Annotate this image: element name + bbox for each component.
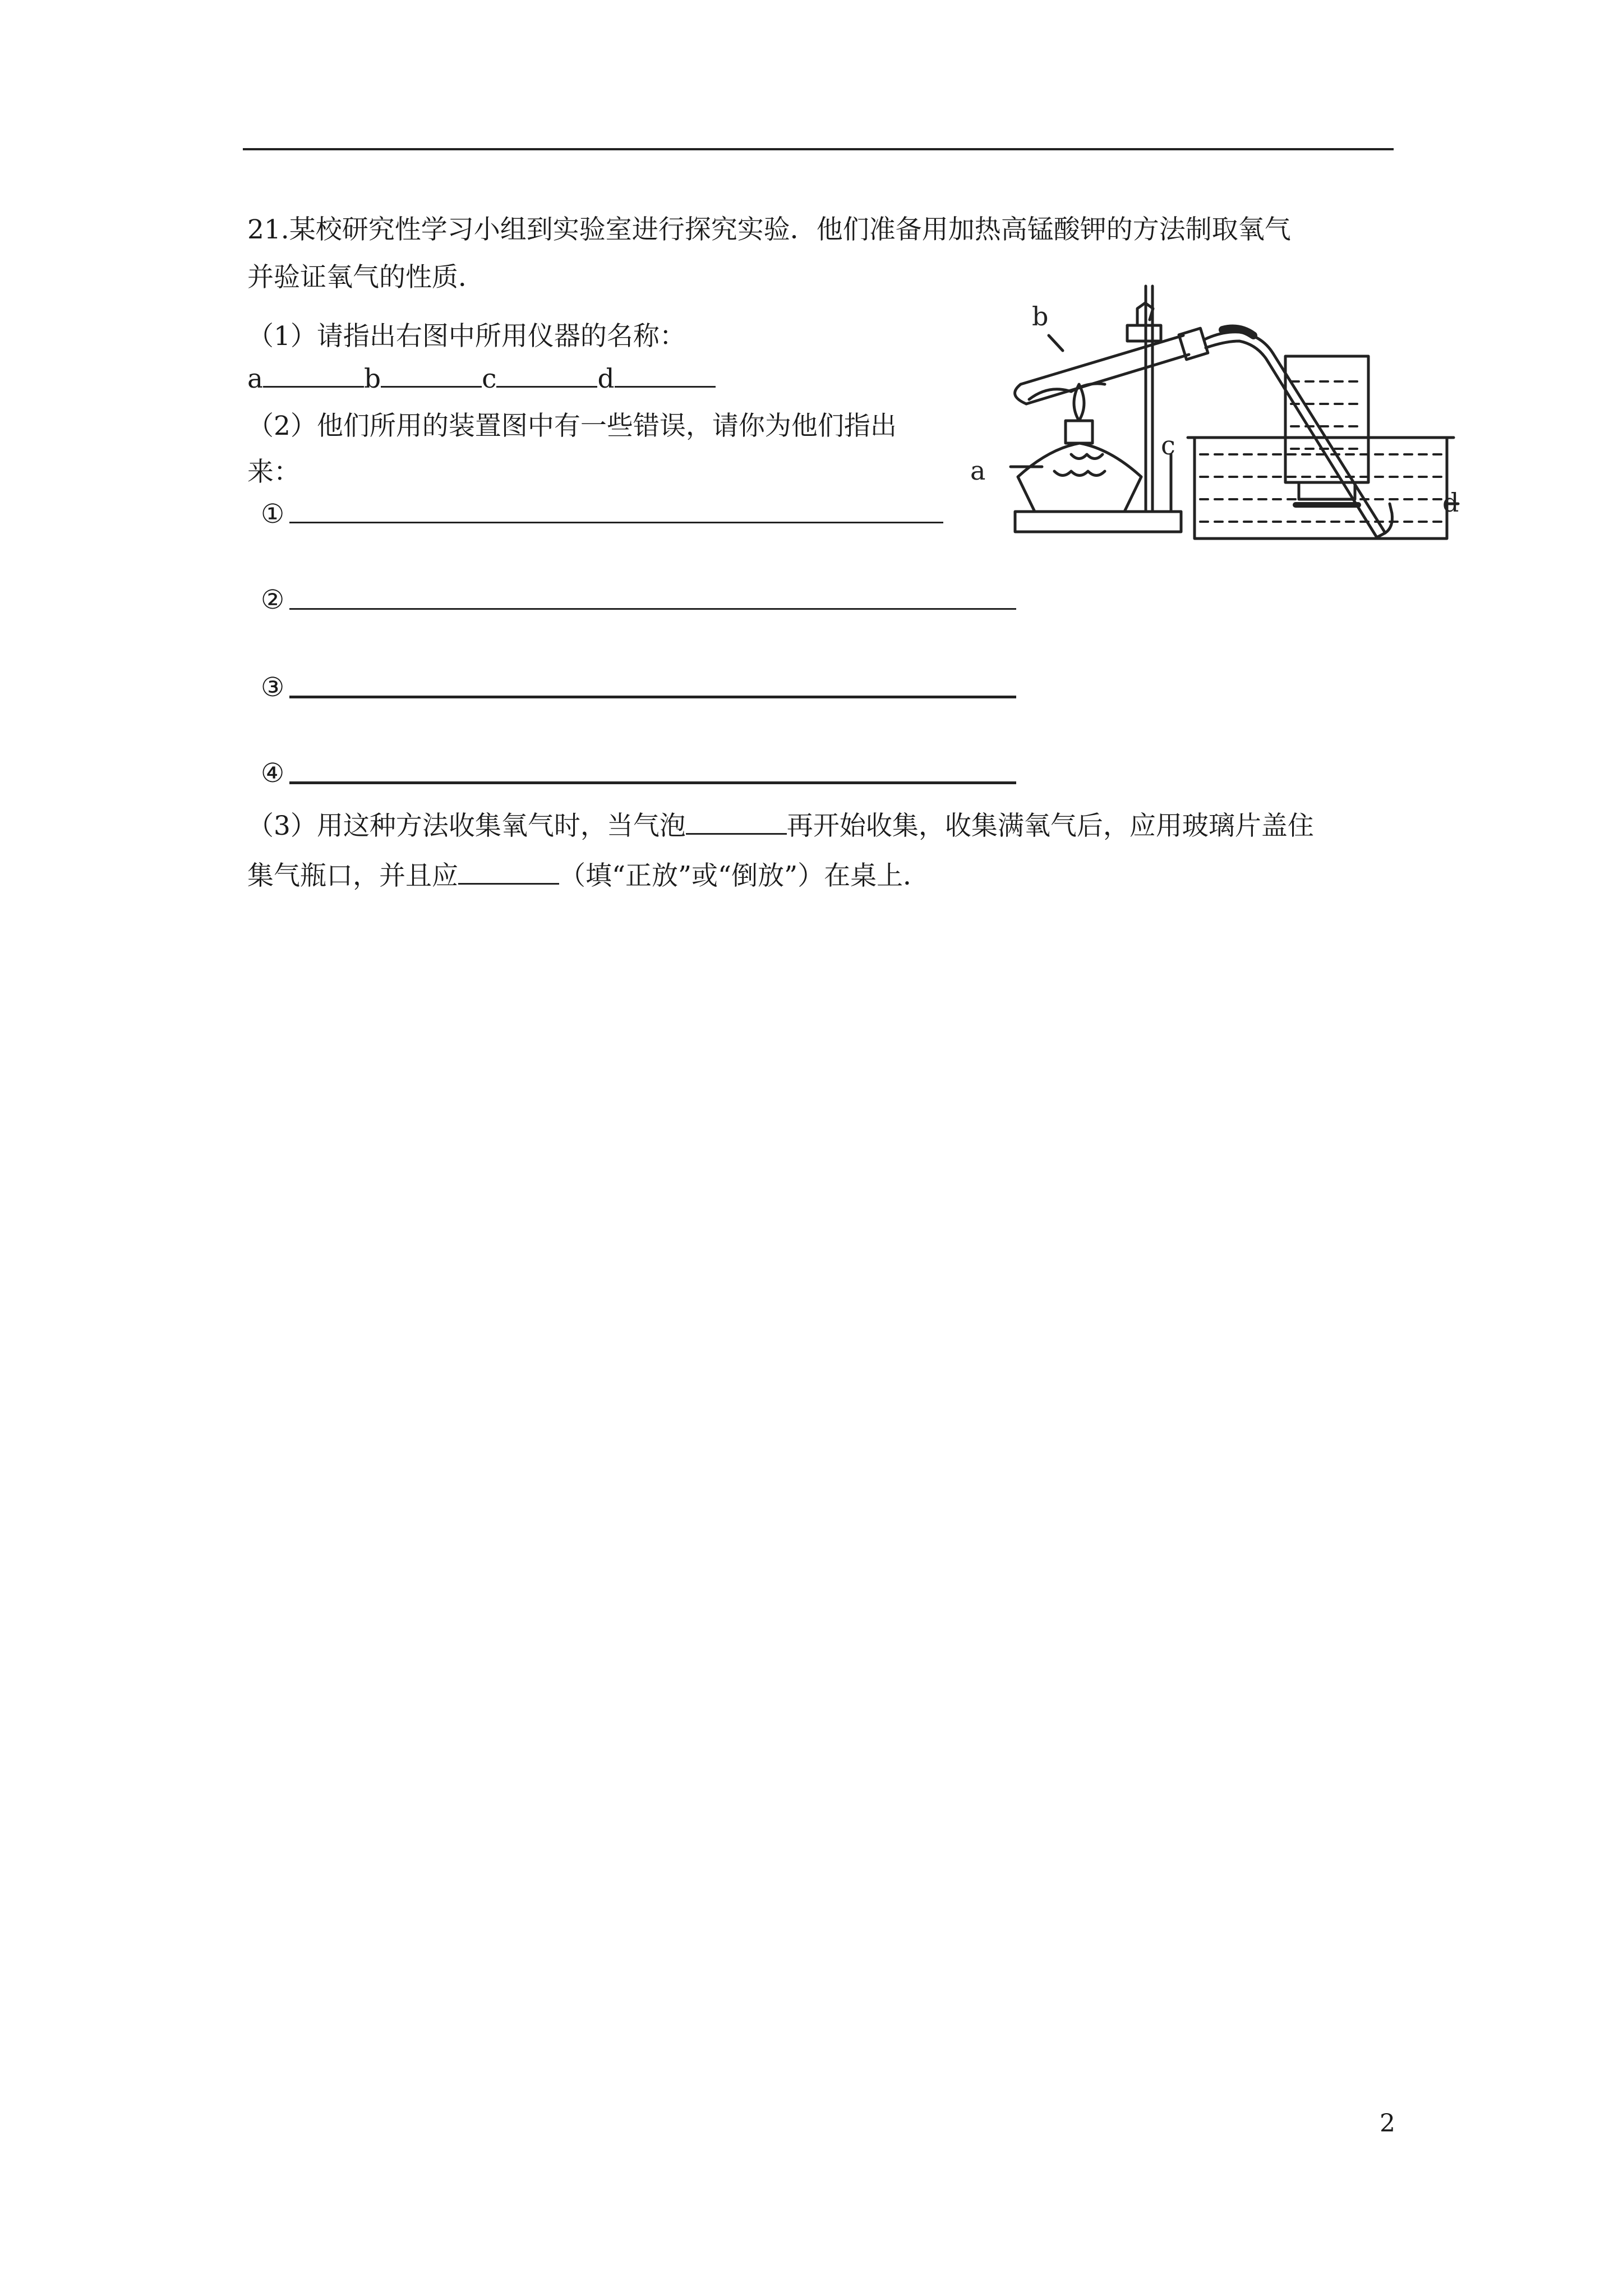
part3-line2-end: （填“正放”或“倒放”）在桌上． xyxy=(559,861,930,891)
part3-line1 xyxy=(247,809,1314,843)
answer-blank-a[interactable] xyxy=(263,365,364,388)
label-a-text: a xyxy=(970,455,986,486)
label-c-text: c xyxy=(1161,430,1175,461)
stand-base xyxy=(1015,512,1181,532)
header-rule xyxy=(243,148,1394,150)
water-trough xyxy=(1195,438,1447,539)
item-marker-4: ④ xyxy=(261,758,285,789)
label-d-text: d xyxy=(1442,487,1459,518)
answer-blank-b[interactable] xyxy=(381,365,482,388)
item-marker-1: ① xyxy=(261,499,285,530)
apparatus-figure xyxy=(959,269,1475,544)
part3-line1-end: 再开始收集，收集满氧气后，应用玻璃片盖住 xyxy=(786,811,1314,841)
part1-blanks xyxy=(247,362,716,396)
item-marker-3: ③ xyxy=(261,672,285,703)
label-c: c xyxy=(482,364,497,394)
question-stem-line2: 并验证氧气的性质． xyxy=(247,262,485,293)
answer-line-1[interactable] xyxy=(289,522,943,523)
label-b-text: b xyxy=(1032,301,1049,332)
answer-blank-d[interactable] xyxy=(615,365,716,388)
label-b: b xyxy=(364,364,381,394)
part3-line1-start: （3）用这种方法收集氧气时，当气泡 xyxy=(247,811,686,841)
part2-prompt-line1: （2）他们所用的装置图中有一些错误，请你为他们指出 xyxy=(247,411,897,441)
answer-blank-c[interactable] xyxy=(496,365,597,388)
part3-line2 xyxy=(247,859,929,893)
page-number: 2 xyxy=(1380,2109,1395,2138)
label-d: d xyxy=(597,364,615,394)
answer-line-2[interactable] xyxy=(289,608,1016,610)
item-marker-2: ② xyxy=(261,585,285,615)
part2-prompt-line2: 来： xyxy=(247,457,300,487)
answer-line-3[interactable] xyxy=(289,696,1016,698)
label-a: a xyxy=(247,364,264,394)
part3-line2-start: 集气瓶口，并且应 xyxy=(247,861,458,891)
test-tube xyxy=(1021,335,1183,384)
gas-bottle xyxy=(1285,356,1368,482)
alcohol-lamp xyxy=(1018,443,1141,512)
part1-prompt: （1）请指出右图中所用仪器的名称： xyxy=(247,321,686,352)
question-stem-line1: 21.某校研究性学习小组到实验室进行探究实验．他们准备用加热高锰酸钾的方法制取氧气 xyxy=(247,214,1291,245)
answer-blank-bubbles[interactable] xyxy=(686,812,787,835)
answer-blank-placement[interactable] xyxy=(458,862,559,885)
answer-line-4[interactable] xyxy=(289,781,1016,784)
